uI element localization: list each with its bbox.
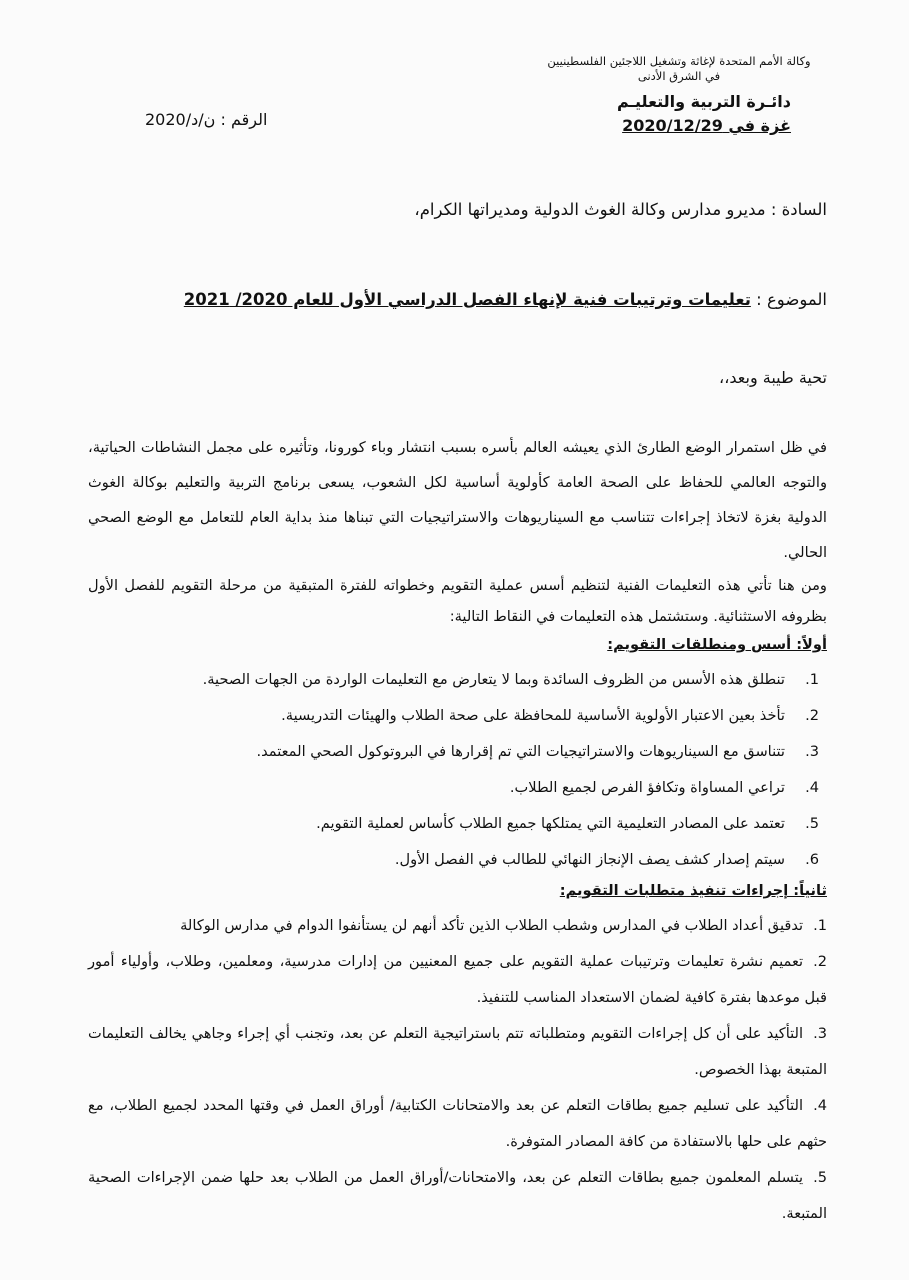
greeting: تحية طيبة وبعد،، — [719, 368, 827, 387]
item-number: 5. — [805, 815, 819, 832]
item-number: 1. — [805, 671, 819, 688]
list-item — [88, 944, 827, 1016]
item-number: 3. — [813, 1025, 827, 1042]
item-text: تأخذ بعين الاعتبار الأولوية الأساسية للمحافظة على صحة الطلاب والهيئات التدريسية. — [281, 707, 785, 724]
section1-heading: أولاً: أسس ومنطلقات التقويم: — [607, 636, 827, 653]
organization-header — [529, 54, 829, 84]
subject-line — [184, 290, 827, 309]
item-text: تتناسق مع السيناريوهات والاستراتيجيات التي تم إقرارها في البروتوكول الصحي المعتمد. — [256, 743, 785, 760]
item-text: سيتم إصدار كشف يصف الإنجاز النهائي للطالب في الفصل الأول. — [394, 851, 785, 868]
list-item — [88, 1160, 827, 1232]
intro-paragraph: في ظل استمرار الوضع الطارئ الذي يعيشه العالم بأسره بسبب انتشار وباء كورونا، وتأثيره على مجمل النشاطات الحياتية، والتوجه العالمي للحفاظ على الصحة العامة كأولوية أساسية لكل الشعوب، يسعى برنامج التربية والتعليم بوكالة الغوث الدولية بغزة لاتخاذ إجراءات تتناسب مع السيناريوهات والاستراتيجيات التي تبناها منذ بداية العام للتعامل مع الوضع الصحي الحالي. — [88, 439, 827, 561]
item-number: 1. — [813, 917, 827, 934]
list-item — [88, 698, 827, 734]
item-text: التأكيد على تسليم جميع بطاقات التعلم عن بعد والامتحانات الكتابية/ أوراق العمل في وقتها المحدد لجميع الطلاب، مع حثهم على حلها بالاستفادة من كافة المصادر المتوفرة. — [88, 1097, 827, 1150]
item-text: تراعي المساواة وتكافؤ الفرص لجميع الطلاب. — [509, 779, 785, 796]
item-text: تدقيق أعداد الطلاب في المدارس وشطب الطلاب الذين تأكد أنهم لن يستأنفوا الدوام في مدارس الوكالة — [180, 917, 804, 934]
subject-text: تعليمات وترتيبات فنية لإنهاء الفصل الدراسي الأول للعام 2020/ 2021 — [183, 290, 751, 309]
list-item — [88, 1088, 827, 1160]
purpose-paragraph: ومن هنا تأتي هذه التعليمات الفنية لتنظيم أسس عملية التقويم وخطواته للفترة المتبقية من مرحلة التقويم للفصل الأول بظروفه الاستثنائية. وستشتمل هذه التعليمات في النقاط التالية: — [88, 577, 827, 625]
subject-label: الموضوع : — [756, 290, 827, 309]
item-text: تنطلق هذه الأسس من الظروف السائدة وبما لا يتعارض مع التعليمات الواردة من الجهات الصحية. — [202, 671, 785, 688]
list-item — [88, 1016, 827, 1088]
recipient-address: السادة : مديرو مدارس وكالة الغوث الدولية ومديراتها الكرام، — [414, 200, 827, 219]
item-text: تعميم نشرة تعليمات وترتيبات عملية التقويم على جميع المعنيين من إدارات مدرسية، ومعلمين، وطلاب، وأولياء أمور قبل موعدها بفترة كافية لضمان الاستعداد المناسب للتنفيذ. — [88, 953, 827, 1006]
item-number: 5. — [813, 1169, 827, 1186]
list-item — [88, 734, 827, 770]
department-name: دائـرة التربية والتعليـم — [616, 92, 791, 111]
list-item — [88, 662, 827, 698]
letter-body — [88, 430, 827, 1232]
section1-list — [88, 662, 827, 878]
item-number: 4. — [813, 1097, 827, 1114]
list-item — [88, 770, 827, 806]
item-text: التأكيد على أن كل إجراءات التقويم ومتطلباته تتم باستراتيجية التعلم عن بعد، وتجنب أي إجراء وجاهي يخالف التعليمات المتبعة بهذا الخصوص. — [88, 1025, 827, 1078]
reference-number: الرقم : ن/د/2020 — [145, 110, 268, 129]
list-item — [88, 842, 827, 878]
org-name: وكالة الأمم المتحدة لإغاثة وتشغيل اللاجئين الفلسطينيين — [547, 54, 811, 68]
item-number: 2. — [805, 707, 819, 724]
item-number: 2. — [813, 953, 827, 970]
section2-list — [88, 908, 827, 1232]
item-number: 4. — [805, 779, 819, 796]
org-region: في الشرق الأدنى — [637, 69, 721, 83]
item-number: 3. — [805, 743, 819, 760]
item-text: يتسلم المعلمون جميع بطاقات التعلم عن بعد، والامتحانات/أوراق العمل من الطلاب بعد حلها ضمن الإجراءات الصحية المتبعة. — [88, 1169, 827, 1222]
list-item — [88, 806, 827, 842]
list-item — [88, 908, 827, 944]
item-text: تعتمد على المصادر التعليمية التي يمتلكها جميع الطلاب كأساس لعملية التقويم. — [316, 815, 785, 832]
section2-heading: ثانياً: إجراءات تنفيذ متطلبات التقويم: — [559, 882, 827, 899]
item-number: 6. — [805, 851, 819, 868]
letter-date: غزة في 2020/12/29 — [622, 116, 791, 135]
